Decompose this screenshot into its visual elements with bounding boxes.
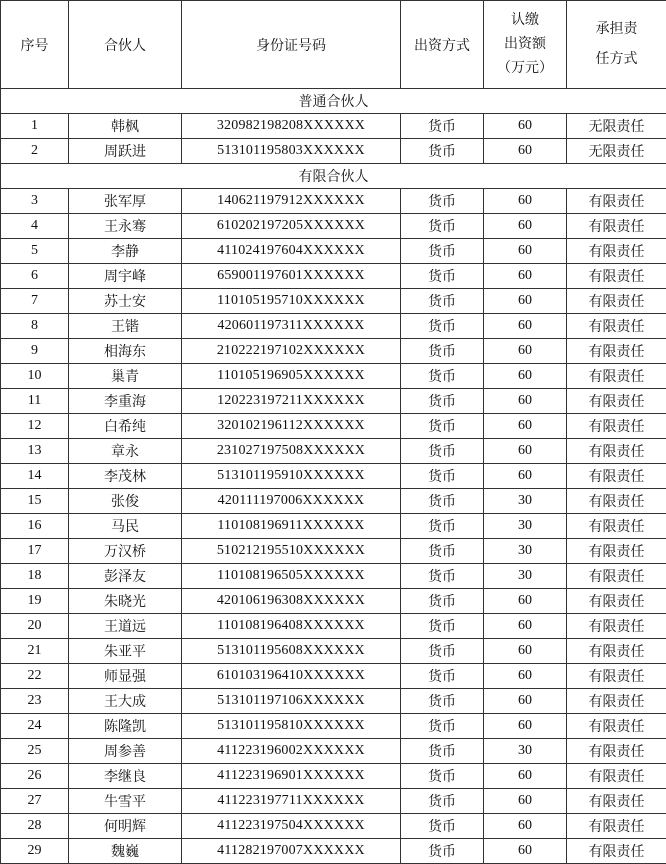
cell-liability: 有限责任	[567, 639, 666, 664]
cell-method: 货币	[401, 239, 484, 264]
cell-method: 货币	[401, 389, 484, 414]
header-amount	[484, 1, 567, 89]
cell-method: 货币	[401, 614, 484, 639]
cell-liability: 有限责任	[567, 564, 666, 589]
cell-method: 货币	[401, 214, 484, 239]
cell-amount: 60	[484, 289, 567, 314]
cell-seq: 14	[1, 464, 69, 489]
cell-liability: 有限责任	[567, 614, 666, 639]
cell-amount: 60	[484, 439, 567, 464]
table-row	[1, 289, 666, 314]
cell-method: 货币	[401, 539, 484, 564]
cell-partner-name: 章永	[69, 439, 182, 464]
cell-method: 货币	[401, 464, 484, 489]
cell-id-number: 420601197311XXXXXX	[182, 314, 401, 339]
cell-seq: 5	[1, 239, 69, 264]
cell-liability: 有限责任	[567, 189, 666, 214]
header-id-number: 身份证号码	[182, 1, 401, 89]
cell-liability: 有限责任	[567, 764, 666, 789]
cell-id-number: 610202197205XXXXXX	[182, 214, 401, 239]
cell-seq: 24	[1, 714, 69, 739]
cell-liability: 无限责任	[567, 139, 666, 164]
cell-amount: 60	[484, 139, 567, 164]
cell-method: 货币	[401, 489, 484, 514]
cell-id-number: 411223197504XXXXXX	[182, 814, 401, 839]
cell-id-number: 110105196905XXXXXX	[182, 364, 401, 389]
table-row	[1, 389, 666, 414]
table-row	[1, 339, 666, 364]
cell-amount: 60	[484, 239, 567, 264]
cell-amount: 60	[484, 389, 567, 414]
cell-id-number: 513101197106XXXXXX	[182, 689, 401, 714]
cell-seq: 18	[1, 564, 69, 589]
cell-partner-name: 魏巍	[69, 839, 182, 864]
cell-seq: 8	[1, 314, 69, 339]
cell-amount: 30	[484, 564, 567, 589]
cell-seq: 7	[1, 289, 69, 314]
cell-seq: 22	[1, 664, 69, 689]
table-row	[1, 139, 666, 164]
cell-seq: 16	[1, 514, 69, 539]
header-method: 出资方式	[401, 1, 484, 89]
cell-method: 货币	[401, 264, 484, 289]
cell-amount: 60	[484, 114, 567, 139]
cell-seq: 6	[1, 264, 69, 289]
table-row	[1, 489, 666, 514]
cell-id-number: 110108196408XXXXXX	[182, 614, 401, 639]
cell-seq: 15	[1, 489, 69, 514]
cell-partner-name: 师显强	[69, 664, 182, 689]
cell-id-number: 411282197007XXXXXX	[182, 839, 401, 864]
header-liability-line2: 任方式	[595, 51, 638, 67]
cell-seq: 3	[1, 189, 69, 214]
cell-id-number: 110108196505XXXXXX	[182, 564, 401, 589]
cell-method: 货币	[401, 789, 484, 814]
cell-amount: 60	[484, 814, 567, 839]
cell-amount: 60	[484, 664, 567, 689]
table-row	[1, 689, 666, 714]
cell-method: 货币	[401, 139, 484, 164]
cell-id-number: 513101195910XXXXXX	[182, 464, 401, 489]
cell-id-number: 411223196901XXXXXX	[182, 764, 401, 789]
table-row	[1, 564, 666, 589]
table-row	[1, 764, 666, 789]
table-row	[1, 464, 666, 489]
table-row	[1, 539, 666, 564]
cell-liability: 有限责任	[567, 314, 666, 339]
cell-method: 货币	[401, 664, 484, 689]
cell-partner-name: 周宇峰	[69, 264, 182, 289]
cell-id-number: 140621197912XXXXXX	[182, 189, 401, 214]
cell-method: 货币	[401, 339, 484, 364]
table-row	[1, 814, 666, 839]
cell-seq: 21	[1, 639, 69, 664]
cell-seq: 10	[1, 364, 69, 389]
cell-partner-name: 朱晓光	[69, 589, 182, 614]
cell-liability: 有限责任	[567, 789, 666, 814]
cell-liability: 有限责任	[567, 489, 666, 514]
cell-partner-name: 彭泽友	[69, 564, 182, 589]
table-row	[1, 264, 666, 289]
header-amount-line3: （万元）	[497, 60, 553, 76]
cell-method: 货币	[401, 114, 484, 139]
header-row	[1, 1, 666, 89]
section-title: 有限合伙人	[1, 164, 666, 189]
cell-partner-name: 韩枫	[69, 114, 182, 139]
cell-seq: 11	[1, 389, 69, 414]
cell-amount: 60	[484, 214, 567, 239]
cell-liability: 有限责任	[567, 439, 666, 464]
cell-amount: 60	[484, 589, 567, 614]
cell-liability: 有限责任	[567, 739, 666, 764]
table-row	[1, 239, 666, 264]
table-row	[1, 614, 666, 639]
cell-partner-name: 李茂林	[69, 464, 182, 489]
cell-id-number: 210222197102XXXXXX	[182, 339, 401, 364]
cell-partner-name: 白希纯	[69, 414, 182, 439]
cell-id-number: 320102196112XXXXXX	[182, 414, 401, 439]
header-partner: 合伙人	[69, 1, 182, 89]
cell-id-number: 120223197211XXXXXX	[182, 389, 401, 414]
cell-seq: 23	[1, 689, 69, 714]
cell-amount: 30	[484, 514, 567, 539]
table-row	[1, 639, 666, 664]
cell-seq: 25	[1, 739, 69, 764]
cell-amount: 60	[484, 614, 567, 639]
header-amount-line1: 认缴	[511, 12, 539, 28]
cell-liability: 有限责任	[567, 689, 666, 714]
cell-id-number: 110108196911XXXXXX	[182, 514, 401, 539]
cell-seq: 9	[1, 339, 69, 364]
cell-id-number: 513101195608XXXXXX	[182, 639, 401, 664]
cell-amount: 60	[484, 189, 567, 214]
cell-partner-name: 陈隆凯	[69, 714, 182, 739]
cell-seq: 13	[1, 439, 69, 464]
cell-partner-name: 苏士安	[69, 289, 182, 314]
cell-liability: 有限责任	[567, 839, 666, 864]
cell-liability: 有限责任	[567, 814, 666, 839]
header-amount-line2: 出资额	[504, 36, 546, 52]
cell-id-number: 659001197601XXXXXX	[182, 264, 401, 289]
cell-id-number: 513101195810XXXXXX	[182, 714, 401, 739]
cell-liability: 有限责任	[567, 714, 666, 739]
table-row	[1, 439, 666, 464]
cell-seq: 4	[1, 214, 69, 239]
cell-amount: 60	[484, 639, 567, 664]
cell-id-number: 320982198208XXXXXX	[182, 114, 401, 139]
cell-method: 货币	[401, 189, 484, 214]
cell-seq: 28	[1, 814, 69, 839]
cell-partner-name: 相海东	[69, 339, 182, 364]
cell-method: 货币	[401, 839, 484, 864]
cell-method: 货币	[401, 589, 484, 614]
cell-amount: 60	[484, 764, 567, 789]
cell-method: 货币	[401, 814, 484, 839]
cell-amount: 30	[484, 539, 567, 564]
cell-liability: 有限责任	[567, 289, 666, 314]
table-row	[1, 189, 666, 214]
cell-method: 货币	[401, 414, 484, 439]
cell-method: 货币	[401, 314, 484, 339]
cell-method: 货币	[401, 689, 484, 714]
cell-liability: 有限责任	[567, 389, 666, 414]
table-row	[1, 214, 666, 239]
cell-liability: 有限责任	[567, 239, 666, 264]
cell-liability: 有限责任	[567, 414, 666, 439]
cell-seq: 20	[1, 614, 69, 639]
table-row	[1, 789, 666, 814]
table-row	[1, 514, 666, 539]
table-row	[1, 414, 666, 439]
cell-amount: 60	[484, 464, 567, 489]
cell-liability: 有限责任	[567, 589, 666, 614]
cell-method: 货币	[401, 714, 484, 739]
cell-amount: 60	[484, 264, 567, 289]
cell-partner-name: 周参善	[69, 739, 182, 764]
cell-partner-name: 王道远	[69, 614, 182, 639]
cell-amount: 30	[484, 739, 567, 764]
cell-liability: 无限责任	[567, 114, 666, 139]
cell-method: 货币	[401, 739, 484, 764]
cell-amount: 60	[484, 839, 567, 864]
cell-partner-name: 李重海	[69, 389, 182, 414]
table-row	[1, 714, 666, 739]
cell-partner-name: 李继良	[69, 764, 182, 789]
header-seq: 序号	[1, 1, 69, 89]
section-row	[1, 164, 666, 189]
cell-seq: 29	[1, 839, 69, 864]
cell-method: 货币	[401, 764, 484, 789]
cell-method: 货币	[401, 439, 484, 464]
cell-partner-name: 朱亚平	[69, 639, 182, 664]
cell-id-number: 411223197711XXXXXX	[182, 789, 401, 814]
cell-partner-name: 万汉桥	[69, 539, 182, 564]
header-liability-line1: 承担责	[595, 21, 638, 37]
cell-method: 货币	[401, 639, 484, 664]
table-row	[1, 839, 666, 864]
cell-partner-name: 牛雪平	[69, 789, 182, 814]
section-title: 普通合伙人	[1, 89, 666, 114]
cell-id-number: 513101195803XXXXXX	[182, 139, 401, 164]
cell-partner-name: 王锴	[69, 314, 182, 339]
cell-partner-name: 巢青	[69, 364, 182, 389]
cell-amount: 30	[484, 489, 567, 514]
cell-seq: 12	[1, 414, 69, 439]
cell-amount: 60	[484, 339, 567, 364]
cell-liability: 有限责任	[567, 464, 666, 489]
table-row	[1, 589, 666, 614]
cell-seq: 2	[1, 139, 69, 164]
cell-amount: 60	[484, 789, 567, 814]
cell-method: 货币	[401, 514, 484, 539]
cell-partner-name: 马民	[69, 514, 182, 539]
cell-partner-name: 周跃进	[69, 139, 182, 164]
cell-method: 货币	[401, 364, 484, 389]
cell-amount: 60	[484, 314, 567, 339]
cell-seq: 26	[1, 764, 69, 789]
cell-liability: 有限责任	[567, 264, 666, 289]
cell-id-number: 110105195710XXXXXX	[182, 289, 401, 314]
cell-id-number: 510212195510XXXXXX	[182, 539, 401, 564]
cell-seq: 17	[1, 539, 69, 564]
cell-partner-name: 何明辉	[69, 814, 182, 839]
cell-id-number: 610103196410XXXXXX	[182, 664, 401, 689]
cell-id-number: 231027197508XXXXXX	[182, 439, 401, 464]
cell-amount: 60	[484, 714, 567, 739]
cell-partner-name: 王大成	[69, 689, 182, 714]
cell-liability: 有限责任	[567, 539, 666, 564]
cell-seq: 19	[1, 589, 69, 614]
cell-liability: 有限责任	[567, 214, 666, 239]
cell-partner-name: 张军厚	[69, 189, 182, 214]
cell-liability: 有限责任	[567, 664, 666, 689]
table-row	[1, 314, 666, 339]
cell-id-number: 411024197604XXXXXX	[182, 239, 401, 264]
cell-amount: 60	[484, 414, 567, 439]
cell-method: 货币	[401, 564, 484, 589]
cell-seq: 27	[1, 789, 69, 814]
cell-id-number: 420106196308XXXXXX	[182, 589, 401, 614]
cell-liability: 有限责任	[567, 339, 666, 364]
cell-liability: 有限责任	[567, 364, 666, 389]
cell-method: 货币	[401, 289, 484, 314]
cell-amount: 60	[484, 689, 567, 714]
table-row	[1, 364, 666, 389]
table-row	[1, 664, 666, 689]
header-liability	[567, 1, 666, 89]
cell-id-number: 420111197006XXXXXX	[182, 489, 401, 514]
table-row	[1, 114, 666, 139]
cell-amount: 60	[484, 364, 567, 389]
cell-seq: 1	[1, 114, 69, 139]
cell-id-number: 411223196002XXXXXX	[182, 739, 401, 764]
cell-partner-name: 王永骞	[69, 214, 182, 239]
table-row	[1, 739, 666, 764]
cell-liability: 有限责任	[567, 514, 666, 539]
cell-partner-name: 张俊	[69, 489, 182, 514]
cell-partner-name: 李静	[69, 239, 182, 264]
table-body	[1, 89, 666, 864]
section-row	[1, 89, 666, 114]
